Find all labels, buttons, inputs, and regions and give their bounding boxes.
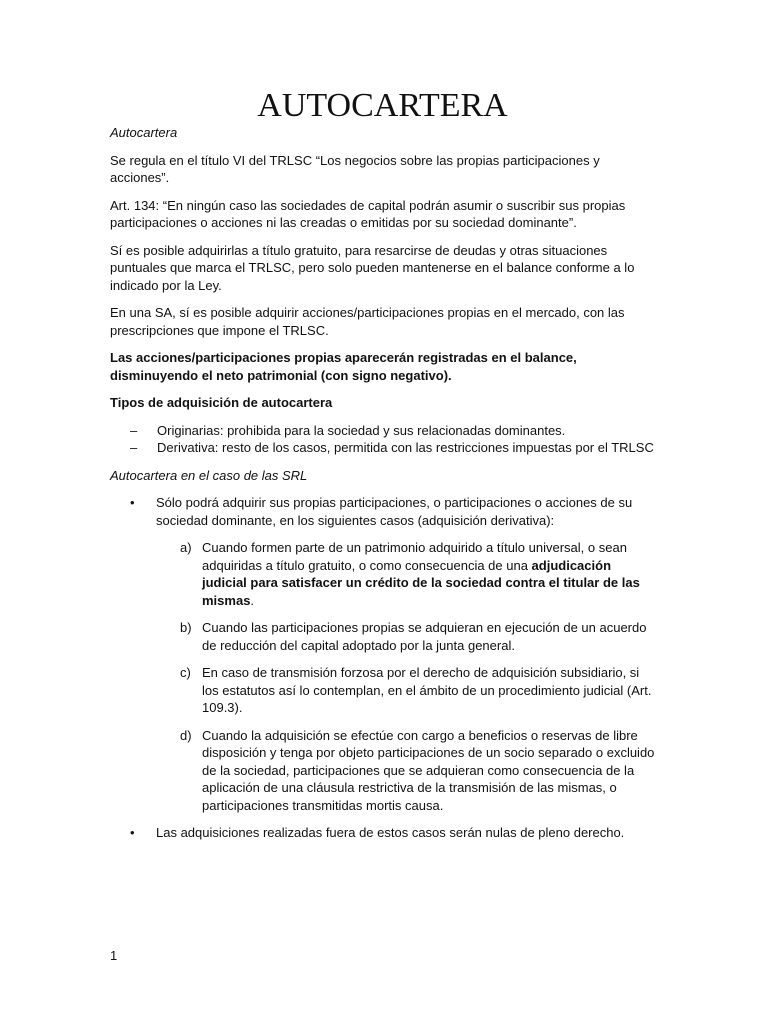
case-marker: d) (180, 727, 192, 743)
paragraph-art-134: Art. 134: “En ningún caso las sociedades de capital podrán asumir o suscribir sus propias participaciones o acciones ni las creadas o emitidas por su sociedad dominante”. (110, 197, 626, 230)
list-item (110, 439, 655, 457)
section-heading-autocartera: Autocartera (110, 125, 178, 140)
tipos-heading: Tipos de adquisición de autocartera (110, 395, 333, 410)
paragraph-regulation: Se regula en el título VI del TRLSC “Los negocios sobre las propias participaciones y acciones”. (110, 152, 600, 185)
case-item-c (156, 664, 655, 717)
bullet-marker: • (130, 495, 135, 510)
case-marker: c) (180, 665, 191, 680)
srl-list (110, 494, 655, 842)
list-item (110, 494, 655, 814)
case-item-d (156, 727, 655, 815)
case-text-end: . (250, 592, 255, 608)
paragraph-balance-note: Las acciones/participaciones propias aparecerán registradas en el balance, disminuyendo el neto patrimonial (con signo negativo). (110, 350, 577, 383)
case-marker: b) (180, 620, 192, 635)
case-text-bold: adjudicación judicial para satisfacer un crédito de la sociedad contra el titular de las mismas (202, 557, 640, 608)
case-text: Cuando formen parte de un patrimonio adquirido a título universal, o sean adquiridas a título gratuito, o como consecuencia de una (202, 540, 627, 573)
bullet-marker: • (130, 825, 135, 840)
tipos-list (110, 422, 655, 457)
case-item-b (156, 619, 655, 654)
cases-list (156, 539, 655, 814)
paragraph-gratuito: Sí es posible adquirirlas a título gratuito, para resarcirse de deudas y otras situaciones puntuales que marca el TRLSC, pero solo pueden mantenerse en el balance conforme a lo indicado por la Ley. (110, 242, 635, 293)
dash-marker: – (130, 440, 138, 455)
list-item (110, 422, 655, 440)
dash-marker: – (130, 422, 138, 438)
list-item-text: Originarias: prohibida para la sociedad y sus relacionadas dominantes. (157, 422, 566, 438)
section-heading-srl: Autocartera en el caso de las SRL (110, 467, 308, 483)
case-text: Cuando las participaciones propias se adquieran en ejecución de un acuerdo de reducción del capital adoptado por la junta general. (202, 620, 647, 653)
document-body (110, 124, 655, 852)
page-number: 1 (110, 948, 118, 963)
paragraph-sa: En una SA, sí es posible adquirir acciones/participaciones propias en el mercado, con las prescripciones que impone el TRLSC. (110, 305, 625, 338)
list-item-text: Derivativa: resto de los casos, permitida con las restricciones impuestas por el TRLSC (157, 440, 654, 455)
case-text: Cuando la adquisición se efectúe con cargo a beneficios o reservas de libre disposición y tenga por objeto participaciones de un socio separado o excluido de la sociedad, participaciones que se adquieran como consecuencia de la aplicación de una cláusula restrictiva de la transmisión de las mismas, o participaciones transmitidas mortis causa. (202, 727, 655, 813)
case-item-a (156, 539, 655, 609)
case-text: En caso de transmisión forzosa por el derecho de adquisición subsidiario, si los estatutos así lo contemplan, en el ámbito de un procedimiento judicial (Art. 109.3). (202, 665, 652, 715)
list-item (110, 824, 655, 842)
case-marker: a) (180, 540, 192, 555)
list-item-text: Sólo podrá adquirir sus propias participaciones, o participaciones o acciones de su sociedad dominante, en los siguientes casos (adquisición derivativa): (156, 495, 633, 528)
list-item-text: Las adquisiciones realizadas fuera de estos casos serán nulas de pleno derecho. (156, 825, 625, 840)
document-title: AUTOCARTERA (257, 87, 508, 124)
